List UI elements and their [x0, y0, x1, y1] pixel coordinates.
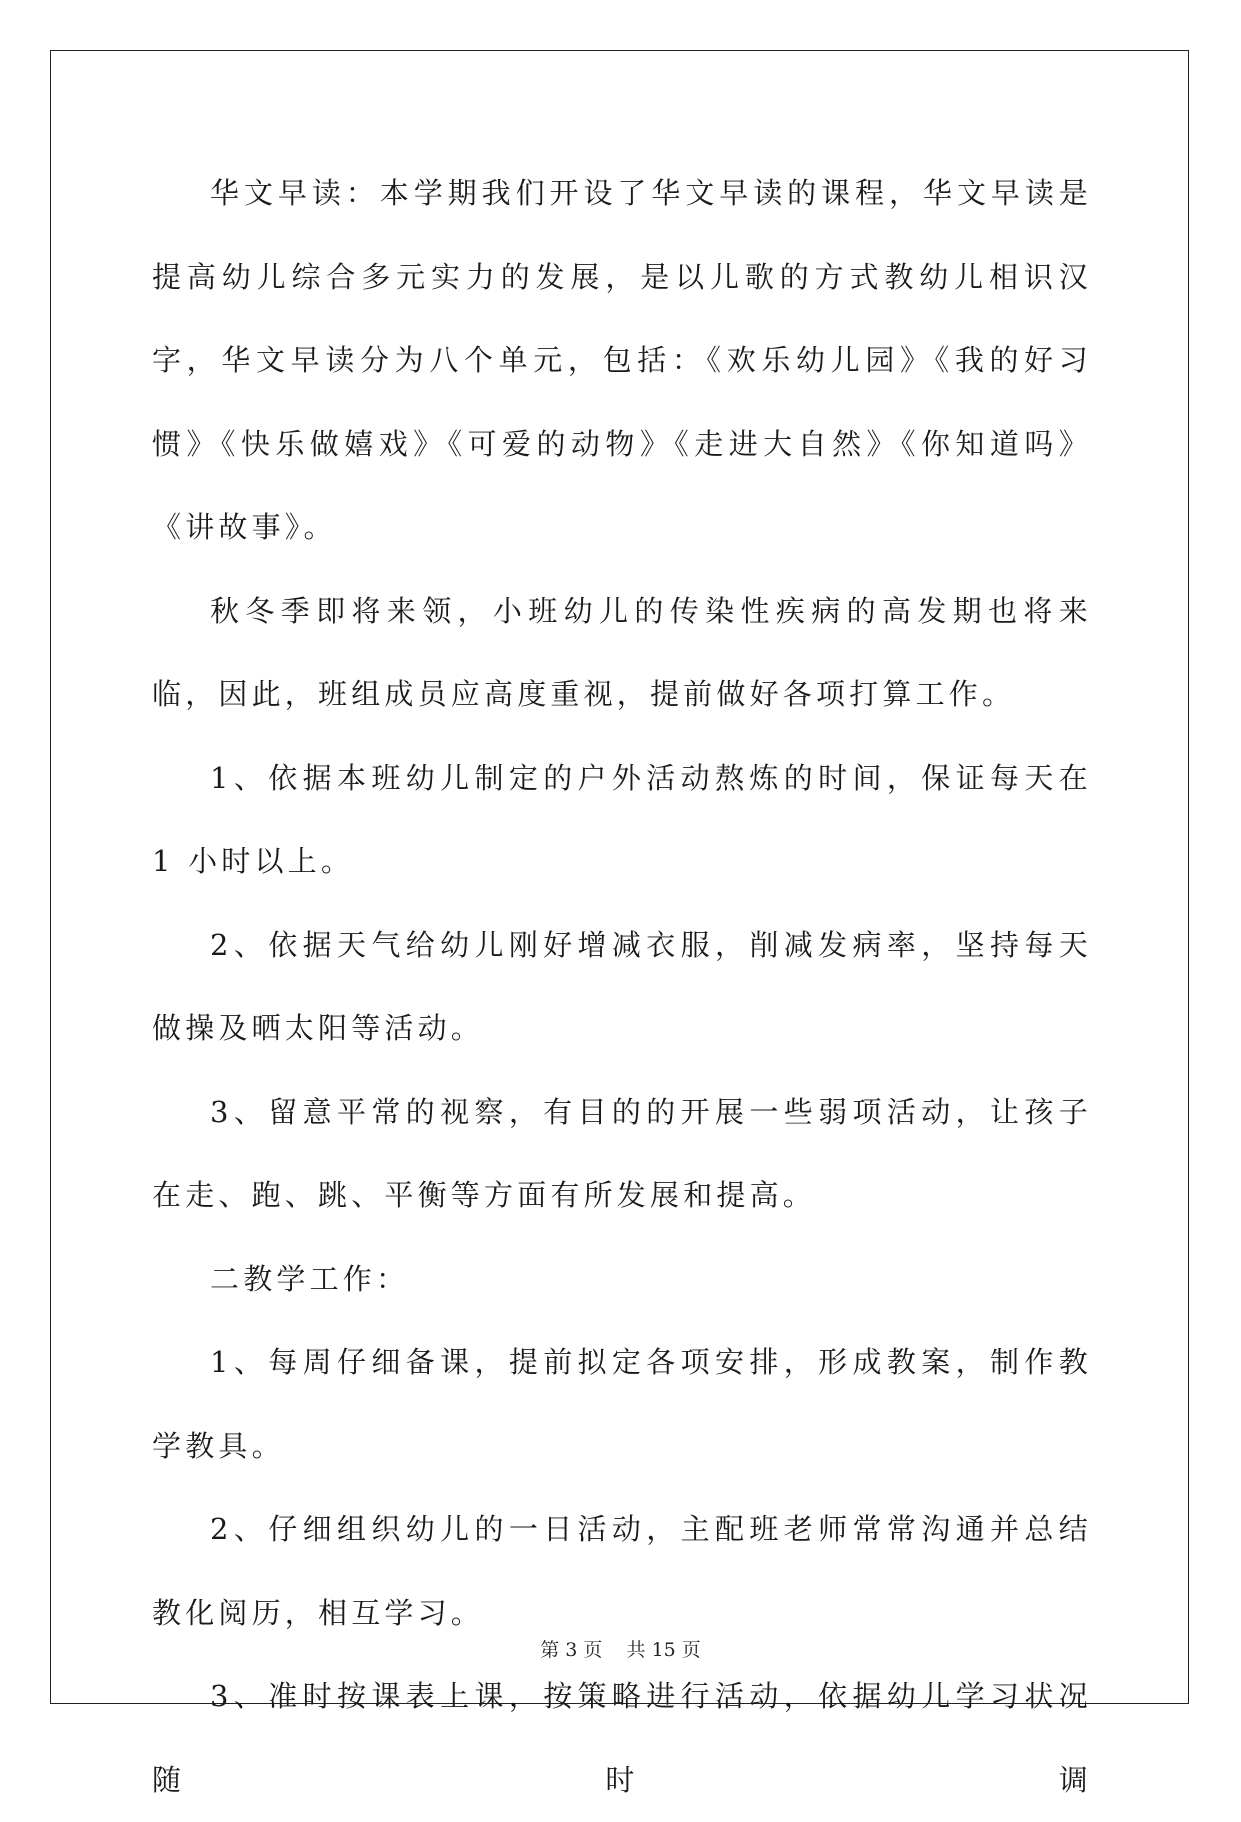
page-footer	[0, 1635, 1241, 1662]
page-total: 共 15 页	[626, 1639, 701, 1661]
footer-spacer	[602, 1639, 626, 1661]
paragraph-item-3-observation: 3、留意平常的视察，有目的的开展一些弱项活动，让孩子在走、跑、跳、平衡等方面有所发展和提高。	[152, 1094, 1092, 1212]
section-heading-teaching: 二教学工作：	[210, 1261, 410, 1296]
paragraph-teaching-2: 2、仔细组织幼儿的一日活动，主配班老师常常沟通并总结教化阅历，相互学习。	[152, 1512, 1092, 1630]
page-number: 第 3 页	[540, 1639, 603, 1661]
paragraph-autumn-winter: 秋冬季即将来领，小班幼儿的传染性疾病的高发期也将来临，因此，班组成员应高度重视，提前做好各项打算工作。	[152, 593, 1092, 711]
document-body	[152, 152, 1092, 1822]
paragraph-item-1-outdoor: 1、依据本班幼儿制定的户外活动熬炼的时间，保证每天在 1 小时以上。	[152, 760, 1092, 878]
paragraph-teaching-1: 1、每周仔细备课，提前拟定各项安排，形成教案，制作教学教具。	[152, 1345, 1092, 1463]
paragraph-teaching-3: 3、准时按课表上课，按策略进行活动，依据幼儿学习状况随时调	[152, 1679, 1092, 1797]
paragraph-huawen-reading: 华文早读：本学期我们开设了华文早读的课程，华文早读是提高幼儿综合多元实力的发展，是以儿歌的方式教幼儿相识汉字，华文早读分为八个单元，包括：《欢乐幼儿园》《我的好习惯》《快乐做嬉戏》《可爱的动物》《走进大自然》《你知道吗》《讲故事》。	[152, 176, 1092, 544]
paragraph-item-2-weather: 2、依据天气给幼儿刚好增减衣服，削减发病率，坚持每天做操及晒太阳等活动。	[152, 927, 1092, 1045]
